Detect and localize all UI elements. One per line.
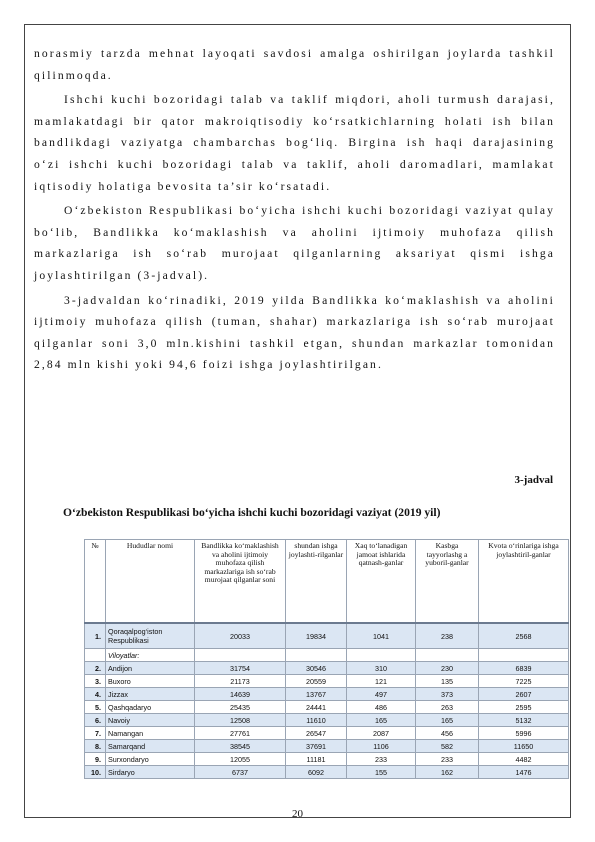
table-cell: 20559 — [286, 675, 347, 688]
table-cell: 1476 — [479, 766, 569, 779]
table-cell: 6092 — [286, 766, 347, 779]
paragraph: norasmiy tarzda mehnat layoqati savdosi amalga oshirilgan joylarda tashkil qilinmoqda. — [34, 47, 555, 82]
table-cell: 2568 — [479, 623, 569, 649]
header-cell: № — [85, 540, 106, 624]
region-name: Surxondaryo — [106, 753, 195, 766]
table-cell: 37691 — [286, 740, 347, 753]
table-cell: 4482 — [479, 753, 569, 766]
table-cell: 26547 — [286, 727, 347, 740]
region-name: Qoraqalpog‘iston Respublikasi — [106, 623, 195, 649]
table-cell: 263 — [416, 701, 479, 714]
row-number: 7. — [85, 727, 106, 740]
paragraph: Ishchi kuchi bozoridagi talab va taklif miqdori, aholi turmush darajasi, mamlakatdagi bir qator makroiqtisodiy ko‘rsatkichlarning holati ish bilan bandlikdagi vaziyatga chambarchas bog‘liq. Birgina ish haqi darajasining o‘zi ishchi kuchi bozoridagi talab va taklif, aholi daromadlari, mamlakat iqtisodiy holatiga bevosita ta’sir ko‘rsatadi. — [34, 93, 555, 193]
table-cell: 373 — [416, 688, 479, 701]
table-row — [85, 766, 569, 779]
header-cell: Kasbga tayyorlashg a yuboril-ganlar — [416, 540, 479, 624]
table-cell: 20033 — [195, 623, 286, 649]
row-number: 1. — [85, 623, 106, 649]
body-text — [34, 43, 555, 376]
row-number: 10. — [85, 766, 106, 779]
region-name: Sirdaryo — [106, 766, 195, 779]
table-cell: 230 — [416, 662, 479, 675]
table-cell: 2607 — [479, 688, 569, 701]
table-cell: 31754 — [195, 662, 286, 675]
row-number: 6. — [85, 714, 106, 727]
table-cell: 5132 — [479, 714, 569, 727]
table-cell: 14639 — [195, 688, 286, 701]
table-cell: 21173 — [195, 675, 286, 688]
table-cell: 11610 — [286, 714, 347, 727]
region-name: Navoiy — [106, 714, 195, 727]
table-cell: 12508 — [195, 714, 286, 727]
table-cell: 25435 — [195, 701, 286, 714]
table-cell: 6839 — [479, 662, 569, 675]
table-cell: 11650 — [479, 740, 569, 753]
region-name: Buxoro — [106, 675, 195, 688]
table-row — [85, 740, 569, 753]
header-cell: Hududlar nomi — [106, 540, 195, 624]
header-cell: Bandlikka ko‘maklashish va aholini ijtimoiy muhofaza qilish markazlariga ish so‘rab murojaat qilganlar soni — [195, 540, 286, 624]
table-cell: 162 — [416, 766, 479, 779]
table-cell: 165 — [347, 714, 416, 727]
table-cell: 155 — [347, 766, 416, 779]
region-name: Jizzax — [106, 688, 195, 701]
page-number: 20 — [292, 808, 303, 820]
header-cell: Kvota o‘rinlariga ishga joylashtiril-ganlar — [479, 540, 569, 624]
table-cell: 7225 — [479, 675, 569, 688]
table-row — [85, 688, 569, 701]
table-cell: 30546 — [286, 662, 347, 675]
table-cell: 238 — [416, 623, 479, 649]
table-cell: 13767 — [286, 688, 347, 701]
table-cell: 24441 — [286, 701, 347, 714]
table-cell: 310 — [347, 662, 416, 675]
table-cell: 165 — [416, 714, 479, 727]
table-cell: 486 — [347, 701, 416, 714]
table-cell: 38545 — [195, 740, 286, 753]
table-cell: 233 — [347, 753, 416, 766]
table-header-row — [85, 540, 569, 624]
table-cell: 6737 — [195, 766, 286, 779]
data-table — [84, 539, 569, 779]
row-number: 3. — [85, 675, 106, 688]
row-number: 4. — [85, 688, 106, 701]
table-row — [85, 727, 569, 740]
table-cell: 135 — [416, 675, 479, 688]
row-number: 5. — [85, 701, 106, 714]
table-cell: 27761 — [195, 727, 286, 740]
table-cell: 456 — [416, 727, 479, 740]
region-name: Samarqand — [106, 740, 195, 753]
row-number: 2. — [85, 662, 106, 675]
table-row — [85, 623, 569, 649]
table-cell: 121 — [347, 675, 416, 688]
paragraph: 3-jadvaldan ko‘rinadiki, 2019 yilda Bandlikka ko‘maklashish va aholini ijtimoiy muhofaza qilish (tuman, shahar) markazlariga ish so‘rab murojaat qilganlar soni 3,0 mln.kishini tashkil etgan, shundan markazlar tomonidan 2,84 mln kishi yoki 94,6 foizi ishga joylashtirilgan. — [34, 293, 555, 372]
table-row — [85, 714, 569, 727]
table-cell: 5996 — [479, 727, 569, 740]
row-number: 9. — [85, 753, 106, 766]
paragraph: O‘zbekiston Respublikasi bo‘yicha ishchi kuchi bozoridagi vaziyat qulay bo‘lib, Bandlikka ko‘maklashish va aholini ijtimoiy muhofaza qilish markazlariga ish so‘rab murojaat qilganlarning aksariyat qismi ishga joylashtirilgan (3-jadval). — [34, 204, 555, 282]
table-row — [85, 675, 569, 688]
region-name: Andijon — [106, 662, 195, 675]
table-cell: 497 — [347, 688, 416, 701]
table-cell: 2595 — [479, 701, 569, 714]
table-cell: 582 — [416, 740, 479, 753]
table-cell: 233 — [416, 753, 479, 766]
table-cell: 11181 — [286, 753, 347, 766]
row-number: 8. — [85, 740, 106, 753]
table-title: O‘zbekiston Respublikasi bo‘yicha ishchi kuchi bozoridagi vaziyat (2019 yil) — [63, 506, 441, 519]
table-subheader-row — [85, 649, 569, 662]
region-name: Namangan — [106, 727, 195, 740]
subheader-label: Viloyatlar: — [106, 649, 195, 662]
table-cell: 1106 — [347, 740, 416, 753]
region-name: Qashqadaryo — [106, 701, 195, 714]
header-cell: shundan ishga joylashti-rilganlar — [286, 540, 347, 624]
header-cell: Xaq to‘lanadigan jamoat ishlarida qatnash-ganlar — [347, 540, 416, 624]
table-row — [85, 701, 569, 714]
table-number: 3-jadval — [514, 474, 553, 486]
table-cell: 19834 — [286, 623, 347, 649]
table-row — [85, 753, 569, 766]
table-row — [85, 662, 569, 675]
table-cell: 2087 — [347, 727, 416, 740]
table-cell: 12055 — [195, 753, 286, 766]
table-cell: 1041 — [347, 623, 416, 649]
